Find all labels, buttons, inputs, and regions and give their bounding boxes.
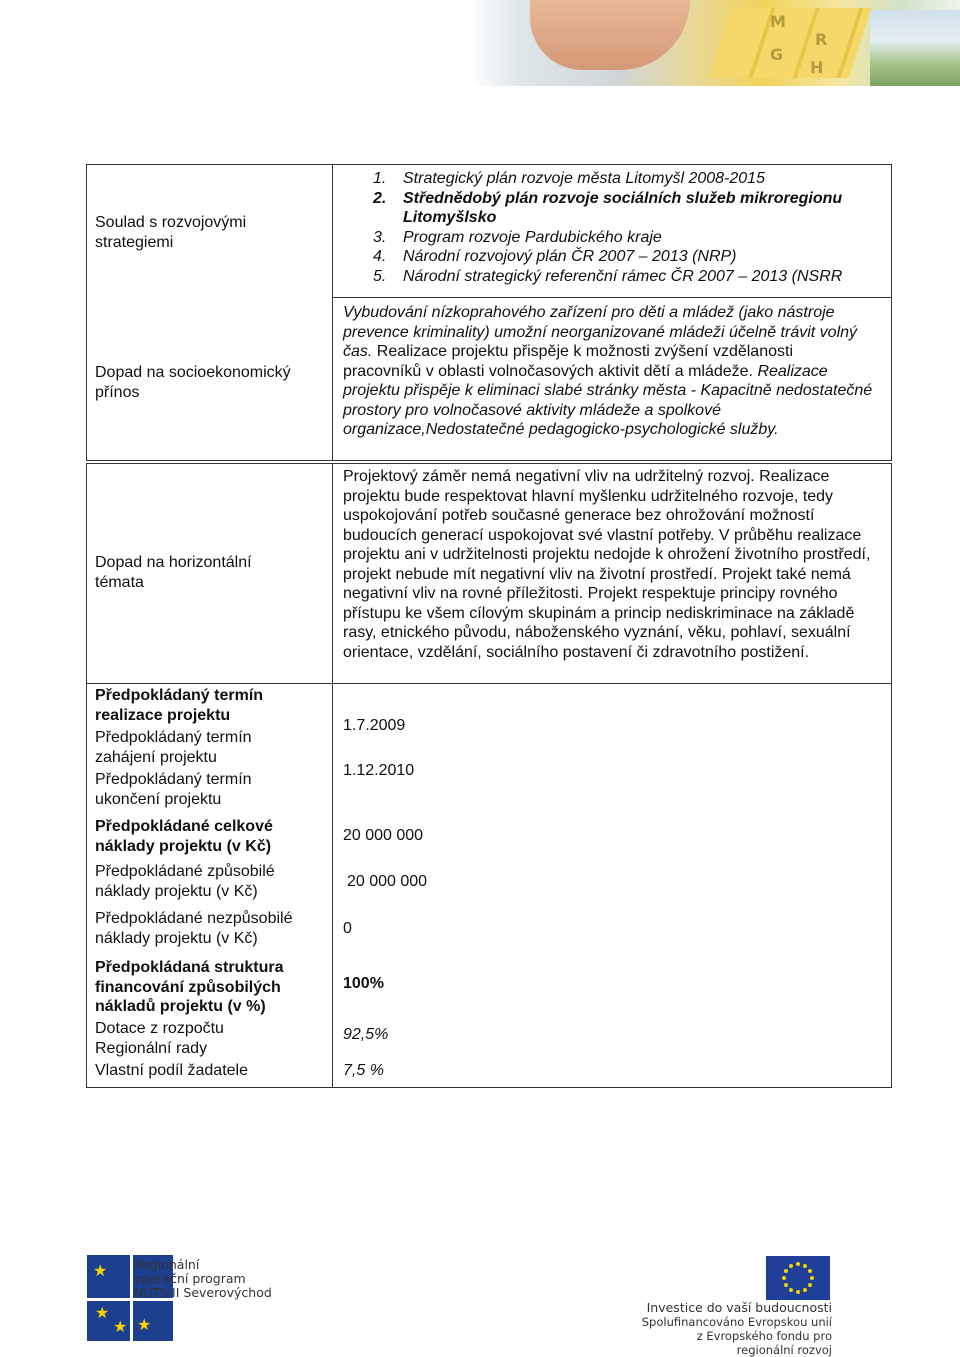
table-row-divider — [86, 683, 892, 684]
keyboard-image — [709, 8, 872, 78]
subsidy-label: Dotace z rozpočtu Regionální rady — [95, 1020, 224, 1057]
socioeconomic-text: Vybudování nízkoprahového zařízení pro děti a mládež (jako nástroje prevence kriminality) umožní neorganizované mládeži účelně trávit volný čas. Realizace projektu přispěje k možnosti zvýšení vzdělanosti pracovníků v oblasti volnočasových aktivit dětí a mládeže. Realizace projektu přispěje k eliminaci slabé stránky města - Kapacitně nedostatečné prostory pro volnočasové aktivity mládeže a spolkové organizace,Nedostatečné pedagogicko-psychologické služby. — [343, 304, 873, 438]
financing-structure-label: Předpokládaná struktura financování způsobilých nákladů projektu (v %) — [95, 959, 284, 1015]
star-icon: ★ — [95, 1303, 110, 1322]
list-item: 4. Národní rozvojový plán ČR 2007 – 2013 (NRP) — [373, 248, 737, 265]
hand-image — [530, 0, 690, 70]
eligible-cost-label: Předpokládané způsobilé náklady projektu (v Kč) — [95, 863, 275, 900]
end-value: 1.12.2010 — [343, 762, 415, 779]
socioeconomic-label: Dopad na socioekonomický přínos — [95, 364, 291, 401]
table-block-top-divider — [332, 164, 333, 461]
ineligible-cost-label: Předpokládané nezpůsobilé náklady projektu (v Kč) — [95, 910, 293, 947]
total-cost-label: Předpokládané celkové náklady projektu (v Kč) — [95, 818, 273, 855]
strategy-list — [373, 169, 883, 286]
list-item: 5. Národní strategický referenční rámec ČR 2007 – 2013 (NSRR — [373, 267, 843, 285]
key-letter: G — [770, 45, 784, 64]
end-label: Předpokládaný termín ukončení projektu — [95, 771, 252, 808]
own-share-value: 7,5 % — [343, 1062, 384, 1079]
star-icon: ★ — [137, 1315, 152, 1334]
star-icon: ★ — [113, 1317, 128, 1336]
star-icon: ★ — [93, 1261, 108, 1280]
start-label: Předpokládaný termín zahájení projektu — [95, 729, 252, 766]
list-item: 3. Program rozvoje Pardubického kraje — [373, 228, 662, 246]
horizontal-text: Projektový záměr nemá negativní vliv na udržitelný rozvoj. Realizace projektu bude respektovat hlavní myšlenku udržitelného rozvoje, tedy uspokojování potřeb současné generace bez ohrožování možností budoucích generací uspokojovat své vlastní potřeby. V průběhu realizace projektu ani v udržitelnosti projektu nedojde k ohrožení životního prostředí, projekt nebude mít negativní vliv na životní prostředí. Projekt také nemá negativní vliv na rovné příležitosti. Projekt respektuje principy rovného přístupu ke všem cílovým skupinám a princip nediskriminace na základě rasy, etnického původu, náboženského vyznání, věku, pohlaví, sexuální orientace, vzdělání, sociálního postavení či zdravotního postižení. — [343, 468, 871, 661]
start-value: 1.7.2009 — [343, 717, 406, 734]
key-letter: M — [770, 12, 786, 31]
ineligible-cost-value: 0 — [343, 920, 352, 937]
eu-flag-icon — [766, 1256, 830, 1300]
total-cost-value: 20 000 000 — [343, 827, 424, 844]
own-share-label: Vlastní podíl žadatele — [95, 1062, 248, 1079]
eu-logo-text: Investice do vaší budoucnosti Spolufinancováno Evropskou unií z Evropského fondu pro regionální rozvoj — [641, 1300, 832, 1357]
financing-structure-value: 100% — [343, 975, 384, 992]
horizontal-label: Dopad na horizontální témata — [95, 554, 252, 591]
list-item: 2. Střednědobý plán rozvoje sociálních služeb mikroregionu Litomyšlsko — [373, 189, 843, 226]
table-block-bottom-divider — [332, 463, 333, 1088]
list-item: 1. Strategický plán rozvoje města Litomyšl 2008-2015 — [373, 170, 765, 187]
header-banner-image — [470, 0, 960, 86]
landscape-image — [870, 10, 960, 86]
key-letter: H — [810, 58, 824, 77]
eligible-cost-value: 20 000 000 — [347, 873, 428, 890]
key-letter: R — [815, 30, 828, 49]
eu-stars-icon — [766, 1256, 830, 1300]
strategy-label: Soulad s rozvojovými strategiemi — [95, 214, 247, 251]
rop-logo-text: Regionální operační program NUTS II Severovýchod — [134, 1257, 272, 1300]
table-block-top-row-divider — [332, 297, 892, 298]
subsidy-value: 92,5% — [343, 1026, 389, 1043]
timeline-label: Předpokládaný termín realizace projektu — [95, 687, 264, 724]
